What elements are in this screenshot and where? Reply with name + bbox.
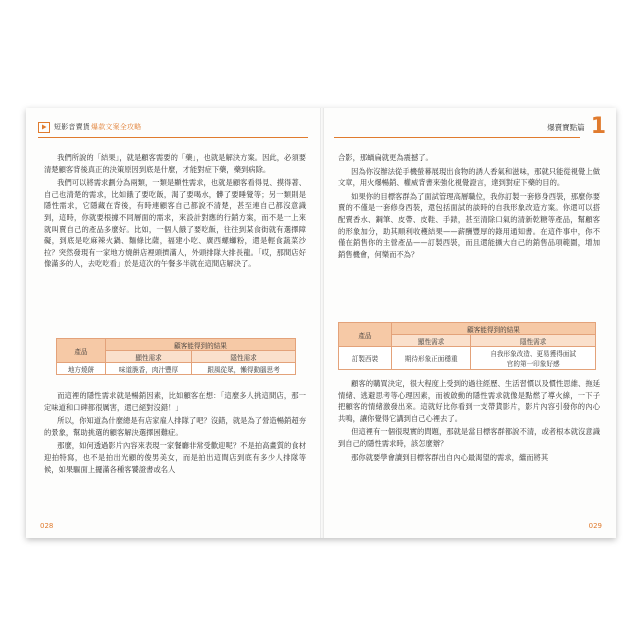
paragraph: 如果你的目標客群為了面試管理高層職位，我你訂製一套修身西裝，那麼你要賣的不僅是一套修身西裝，還包括面試的談時的自我形象改造方案。你還可以搭配賣香水、鋼筆、皮帶、皮鞋、手錶，甚至清除口氣的清新乾糖等產品，幫顧客的形象加分，助其順利收穫結果——薪酬豐厚的錄用通知書。在這件事中，你不僅在銷售你的主營產品——訂製西裝，而且還能擴大自己的銷售品項範圍，增加銷售機會，何樂而不為？ <box>338 191 600 259</box>
book-title-black: 短影音賣貨 <box>54 123 90 131</box>
table-cell-implicit: 跟風從眾，懶得動腦思考 <box>192 363 296 375</box>
paragraph: 那麼，如何透過影片內容來表現一家餐廳非常受歡迎呢？不是拍高畫質的食材迎拍特寫，也不是拍出光顧的俊男美女，而是拍出這間店到底有多少人排隊等候，如果驅面上擺滿各種客饕證書或名人 <box>44 441 306 474</box>
table-cell-implicit <box>471 347 596 370</box>
paragraph: 因為你沒辦法從手機螢幕展現出食物的誘人香氣和滋味，那就只能從視覺上做文章，用火爆暢銷、權威背書來強化視覺證言，達到對症下藥的目的。 <box>338 166 600 188</box>
table-cell-product: 地方燒餅 <box>57 363 106 375</box>
table-header-implicit: 隱性需求 <box>192 351 296 363</box>
table-cell-explicit: 味道脆香，肉汁豐厚 <box>106 363 192 375</box>
right-page <box>324 108 616 538</box>
chapter-number: 1 <box>590 114 606 139</box>
paragraph: 而這裡的隱性需求就是暢銷因素，比如顧客在想：「這麼多人挑這間店，那一定味道和口碑都很厲害，還已絕對沒錯！」 <box>44 391 306 412</box>
paragraph: 我們可以將需求劃分為兩類，一類是顯性需求，也就是顧客看得見、摸得著、自己也清楚的需求，比如餓了要吃飯，渴了要喝水，髒了要睡覺等；另一類則是隱性需求，它隱藏在背後，有時連顧客自己都說不清楚，甚至連自己都沒意識到，這時，你就要根據不同層面的需求，來設計對應的行銷方案，而不是一上來就叫賣自己的產品多麼好。比如，一個人餓了要吃飯，往往到某食街就有選擇障礙，到底是吃麻辣火鍋、麵條比薩，福建小吃、廣西螺螄粉，還是輕食蔬菜沙拉？突然發現有一家地方燒餅店裡頭擠滿人，外頭排隊大排長龍。「哎，那間店好像滿多的人，去吃吃看」於是這次的午餐多半就在這間店解決了。 <box>44 178 306 269</box>
table-cell-implicit-line: 自我形象改造、更易獲得面試 <box>490 350 577 358</box>
page-number-right: 029 <box>588 522 602 530</box>
result-table-left <box>56 338 296 375</box>
table-cell-implicit-line: 官的第一印象好感 <box>506 360 560 368</box>
table-header-product: 產品 <box>339 323 392 347</box>
table-header-group: 顧客能得到的結果 <box>392 323 596 335</box>
header-rule <box>334 137 580 138</box>
paragraph: 合影，那蝸扁就更為震撼了。 <box>338 153 433 162</box>
section-title: 爆賣寶點篇 <box>547 122 585 132</box>
table-cell-explicit: 期待形象正面穩重 <box>392 347 471 370</box>
result-table-right <box>338 322 596 370</box>
paragraph: 顧客的購買決定，很大程度上受到的過往經歷、生活習慣以及慣性思維、拖延情緒、逃避思考等心理因素，而被啟動的隱性需求就像是點燃了導火線，一下子把顧客的情緒激發出來。這就好比你看到一支帶貨影片，影片內容引發你的內心共鳴，讓你覺得它講到自己心裡去了。 <box>338 379 600 423</box>
play-box-icon <box>38 122 50 133</box>
right-running-header <box>547 116 606 138</box>
table-header-group: 顧客能得到的結果 <box>106 339 296 351</box>
left-body-text-b <box>44 390 306 477</box>
paragraph: 所以，你知道為什麼總是有店家雇人排隊了吧？沒錯，就是為了營造暢銷超夯的景象，幫助挑選的顧客解決選擇困難症。 <box>44 416 306 437</box>
header-rule <box>38 137 308 138</box>
left-page <box>26 108 320 538</box>
table-cell-product: 訂製西裝 <box>339 347 392 370</box>
table-header-explicit: 顯性需求 <box>106 351 192 363</box>
book-spread <box>26 108 616 538</box>
paragraph: 那你就要學會讀到目標客群出自內心最渴望的需求，繼而將其 <box>351 452 549 462</box>
left-running-header <box>38 120 141 134</box>
table-header-implicit: 隱性需求 <box>471 335 596 347</box>
table-header-product: 產品 <box>57 339 106 363</box>
paragraph: 但這裡有一個很現實的問題，那就是當目標客群都說不清，或者根本就沒意識到自己的隱性需求時，該怎麼辦？ <box>338 427 600 448</box>
book-title-orange: 爆款文案全攻略 <box>91 123 142 131</box>
paragraph: 我們所說的「結果」，就是顧客需要的「藥」，也就是解決方案。因此，必須要清楚顧客背後真正的決策原因到底是什麼，才能對症下藥，藥到病除。 <box>44 153 306 174</box>
right-body-text-a <box>338 152 600 262</box>
left-body-text-a <box>44 152 306 272</box>
page-number-left: 028 <box>40 522 54 530</box>
right-body-text-b <box>338 378 600 465</box>
table-header-explicit: 顯性需求 <box>392 335 471 347</box>
